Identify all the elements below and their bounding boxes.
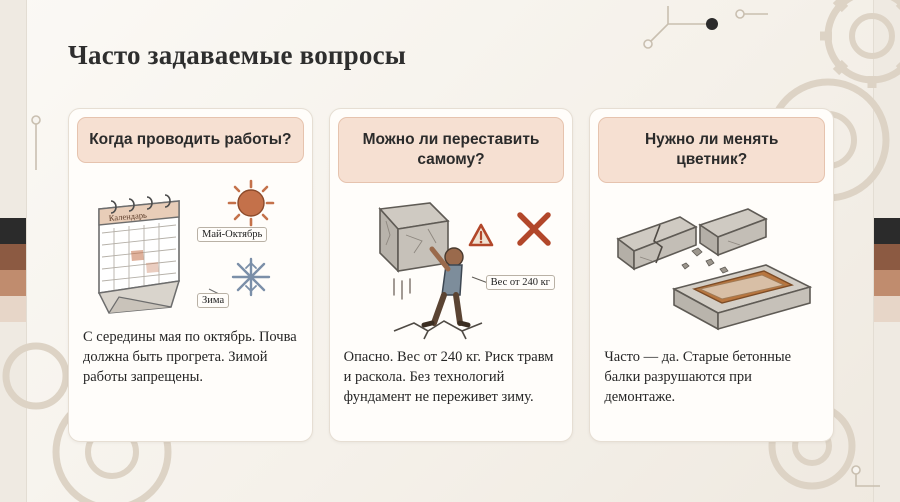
faq-answer-move-yourself: Опасно. Вес от 240 кг. Риск травм и раскола. Без технологий фундамент не переживет зиму. xyxy=(343,348,554,405)
concrete-block xyxy=(380,203,448,271)
swatch-left-3 xyxy=(0,270,26,296)
faq-question-move-yourself: Можно ли переставить самому? xyxy=(338,117,565,183)
warning-triangle-icon xyxy=(470,225,492,245)
calendar-illustration xyxy=(75,171,306,321)
left-edge-bar xyxy=(0,0,27,502)
strain-lines xyxy=(394,279,410,299)
page-title: Часто задаваемые вопросы xyxy=(68,40,407,70)
swatch-right-3 xyxy=(874,270,900,296)
cracked-concrete-beam-illustration xyxy=(596,191,827,341)
faq-question-when-to-work: Когда проводить работы? xyxy=(77,117,304,163)
right-edge-bar xyxy=(873,0,900,502)
figure-label-weight: Вес от 240 кг xyxy=(486,275,555,290)
broken-beam xyxy=(618,209,766,273)
faq-answer-when-to-work: С середины мая по октябрь. Почва должна быть прогрета. Зимой работы запрещены. xyxy=(83,328,297,385)
person-carrying-slab-illustration xyxy=(336,191,567,341)
swatch-left-4 xyxy=(0,296,26,322)
faq-question-replace-flowerbed: Нужно ли менять цветник? xyxy=(598,117,825,183)
swatch-left-1 xyxy=(0,218,26,244)
figure-label-winter: Зима xyxy=(197,293,229,308)
figure-label-may-october: Май-Октябрь xyxy=(197,227,267,242)
flower-bed-frame xyxy=(674,265,810,329)
swatch-right-1 xyxy=(874,218,900,244)
faq-card-replace-flowerbed[interactable] xyxy=(589,108,834,442)
sun-icon xyxy=(229,181,273,225)
faq-card-list xyxy=(68,108,834,442)
faq-answer-replace-flowerbed: Часто — да. Старые бетонные балки разрушаются при демонтаже. xyxy=(604,348,792,405)
swatch-left-2 xyxy=(0,244,26,270)
svg-text:Календарь: Календарь xyxy=(108,209,148,223)
faq-card-when-to-work[interactable] xyxy=(68,108,313,442)
snowflake-icon xyxy=(233,259,269,295)
faq-card-move-yourself[interactable] xyxy=(329,108,574,442)
swatch-right-4 xyxy=(874,296,900,322)
swatch-right-2 xyxy=(874,244,900,270)
red-cross-icon xyxy=(520,215,548,243)
